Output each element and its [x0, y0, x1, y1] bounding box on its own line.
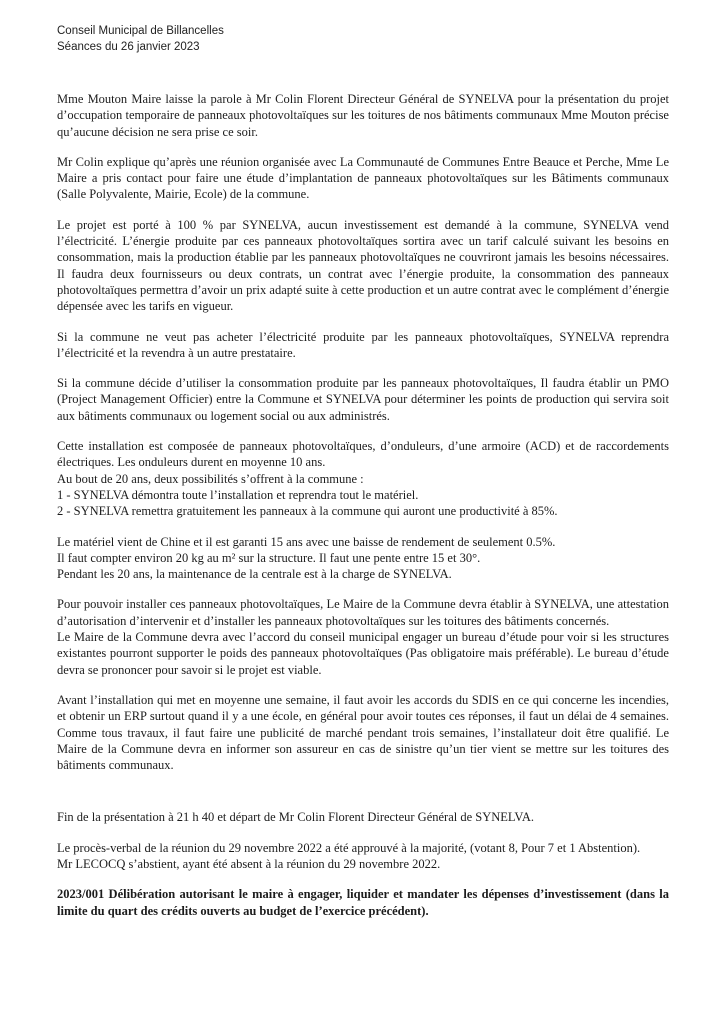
option-2: 2 - SYNELVA remettra gratuitement les panneaux à la commune qui auront une productivité à 85%. [57, 504, 558, 519]
maintenance-line: Pendant les 20 ans, la maintenance de la centrale est à la charge de SYNELVA. [57, 567, 452, 582]
sdis-paragraph: Avant l’installation qui met en moyenne une semaine, il faut avoir les accords du SDIS en ce qui concerne les incendies, et obtenir un ERP surtout quand il y a une école, en général pour avoir toutes ces réponses, il faut un délai de 4 semaines. Comme tous travaux, il faut faire une publicité de marché pendant trois semaines, l’installateur doit être qualifié. Le Maire de la Commune devra en informer son assureur en cas de sinistre qu’un tier vient se mettre sur les toitures des bâtiments communaux. [57, 692, 669, 773]
session-date: Séances du 26 janvier 2023 [57, 41, 200, 53]
pmo-paragraph: Si la commune décide d’utiliser la consommation produite par les panneaux photovoltaïques, Il faudra établir un PMO (Project Management Officier) entre la Commune et SYNELVA pour déterminer les points de production qui servira soit aux bâtiments communaux ou logement social ou aux administrés. [57, 376, 669, 423]
resale-paragraph: Si la commune ne veut pas acheter l’électricité produite par les panneaux photovoltaïques, SYNELVA reprendra l’électricité et la revendra à un autre prestataire. [57, 329, 669, 360]
council-name: Conseil Municipal de Billancelles [57, 25, 224, 37]
project-paragraph: Le projet est porté à 100 % par SYNELVA, aucun investissement est demandé à la commune, SYNELVA vend l’électricité. L’énergie produite par ces panneaux photovoltaïques sortira avec un tarif calculé suivant les besoins en consommation, mais la production établie par les panneaux photovoltaïques ne couvriront jamais les besoins nécessaires. Il faudra deux fournisseurs ou deux contrats, un contrat avec l’énergie produite, la consommation des panneaux photovoltaïques permettra d’avoir un prix adapté suite à cette production et un autre contrat avec le complément d’énergie dépensée avec les tarifs en vigueur. [57, 217, 669, 314]
options-intro: Au bout de 20 ans, deux possibilités s’offrent à la commune : [57, 471, 364, 486]
installation-paragraph: Cette installation est composée de panneaux photovoltaïques, d’onduleurs, d’une armoire (ACD) et de raccordements électriques. Les onduleurs durent en moyenne 10 ans. [57, 439, 669, 470]
deliberation-title: 2023/001 Délibération autorisant le maire à engager, liquider et mandater les dépenses d’investissement (dans la limite du quart des crédits ouverts au budget de l’exercice précédent). [57, 887, 669, 918]
warranty-line: Le matériel vient de Chine et il est garanti 15 ans avec une baisse de rendement de seulement 0.5%. [57, 534, 556, 549]
study-paragraph: Le Maire de la Commune devra avec l’accord du conseil municipal engager un bureau d’étude pour voir si les structures existantes pourront supporter le poids des panneaux photovoltaïques (Pas obligatoire mais préférable). Le bureau d’étude devra se prononcer pour savoir si le projet est viable. [57, 630, 669, 677]
attestation-paragraph: Pour pouvoir installer ces panneaux photovoltaïques, Le Maire de la Commune devra établir à SYNELVA, une attestation d’autorisation d’intervenir et d’installer les panneaux photovoltaïques sur les toitures des bâtiments concernés. [57, 597, 669, 628]
document-body [57, 91, 669, 933]
weight-line: Il faut compter environ 20 kg au m² sur la structure. Il faut une pente entre 15 et 30°. [57, 550, 481, 565]
intro-paragraph: Mme Mouton Maire laisse la parole à Mr Colin Florent Directeur Général de SYNELVA pour la présentation du projet d’occupation temporaire de panneaux photovoltaïques sur les toitures de nos bâtiments communaux Mme Mouton précise qu’aucune décision ne sera prise ce soir. [57, 92, 669, 139]
minutes-approval-paragraph: Le procès-verbal de la réunion du 29 novembre 2022 a été approuvé à la majorité, (votant 8, Pour 7 et 1 Abstention). [57, 840, 641, 855]
document-header [57, 23, 224, 55]
context-paragraph: Mr Colin explique qu’après une réunion organisée avec La Communauté de Communes Entre Beauce et Perche, Mme Le Maire a pris contact pour faire une étude d’implantation de panneaux photovoltaïques sur les Bâtiments communaux (Salle Polyvalente, Mairie, Ecole) de la commune. [57, 154, 669, 202]
abstention-line: Mr LECOCQ s’abstient, ayant été absent à la réunion du 29 novembre 2022. [57, 856, 441, 871]
end-presentation-line: Fin de la présentation à 21 h 40 et départ de Mr Colin Florent Directeur Général de SYNELVA. [57, 810, 534, 825]
option-1: 1 - SYNELVA démontra toute l’installation et reprendra tout le matériel. [57, 487, 419, 502]
